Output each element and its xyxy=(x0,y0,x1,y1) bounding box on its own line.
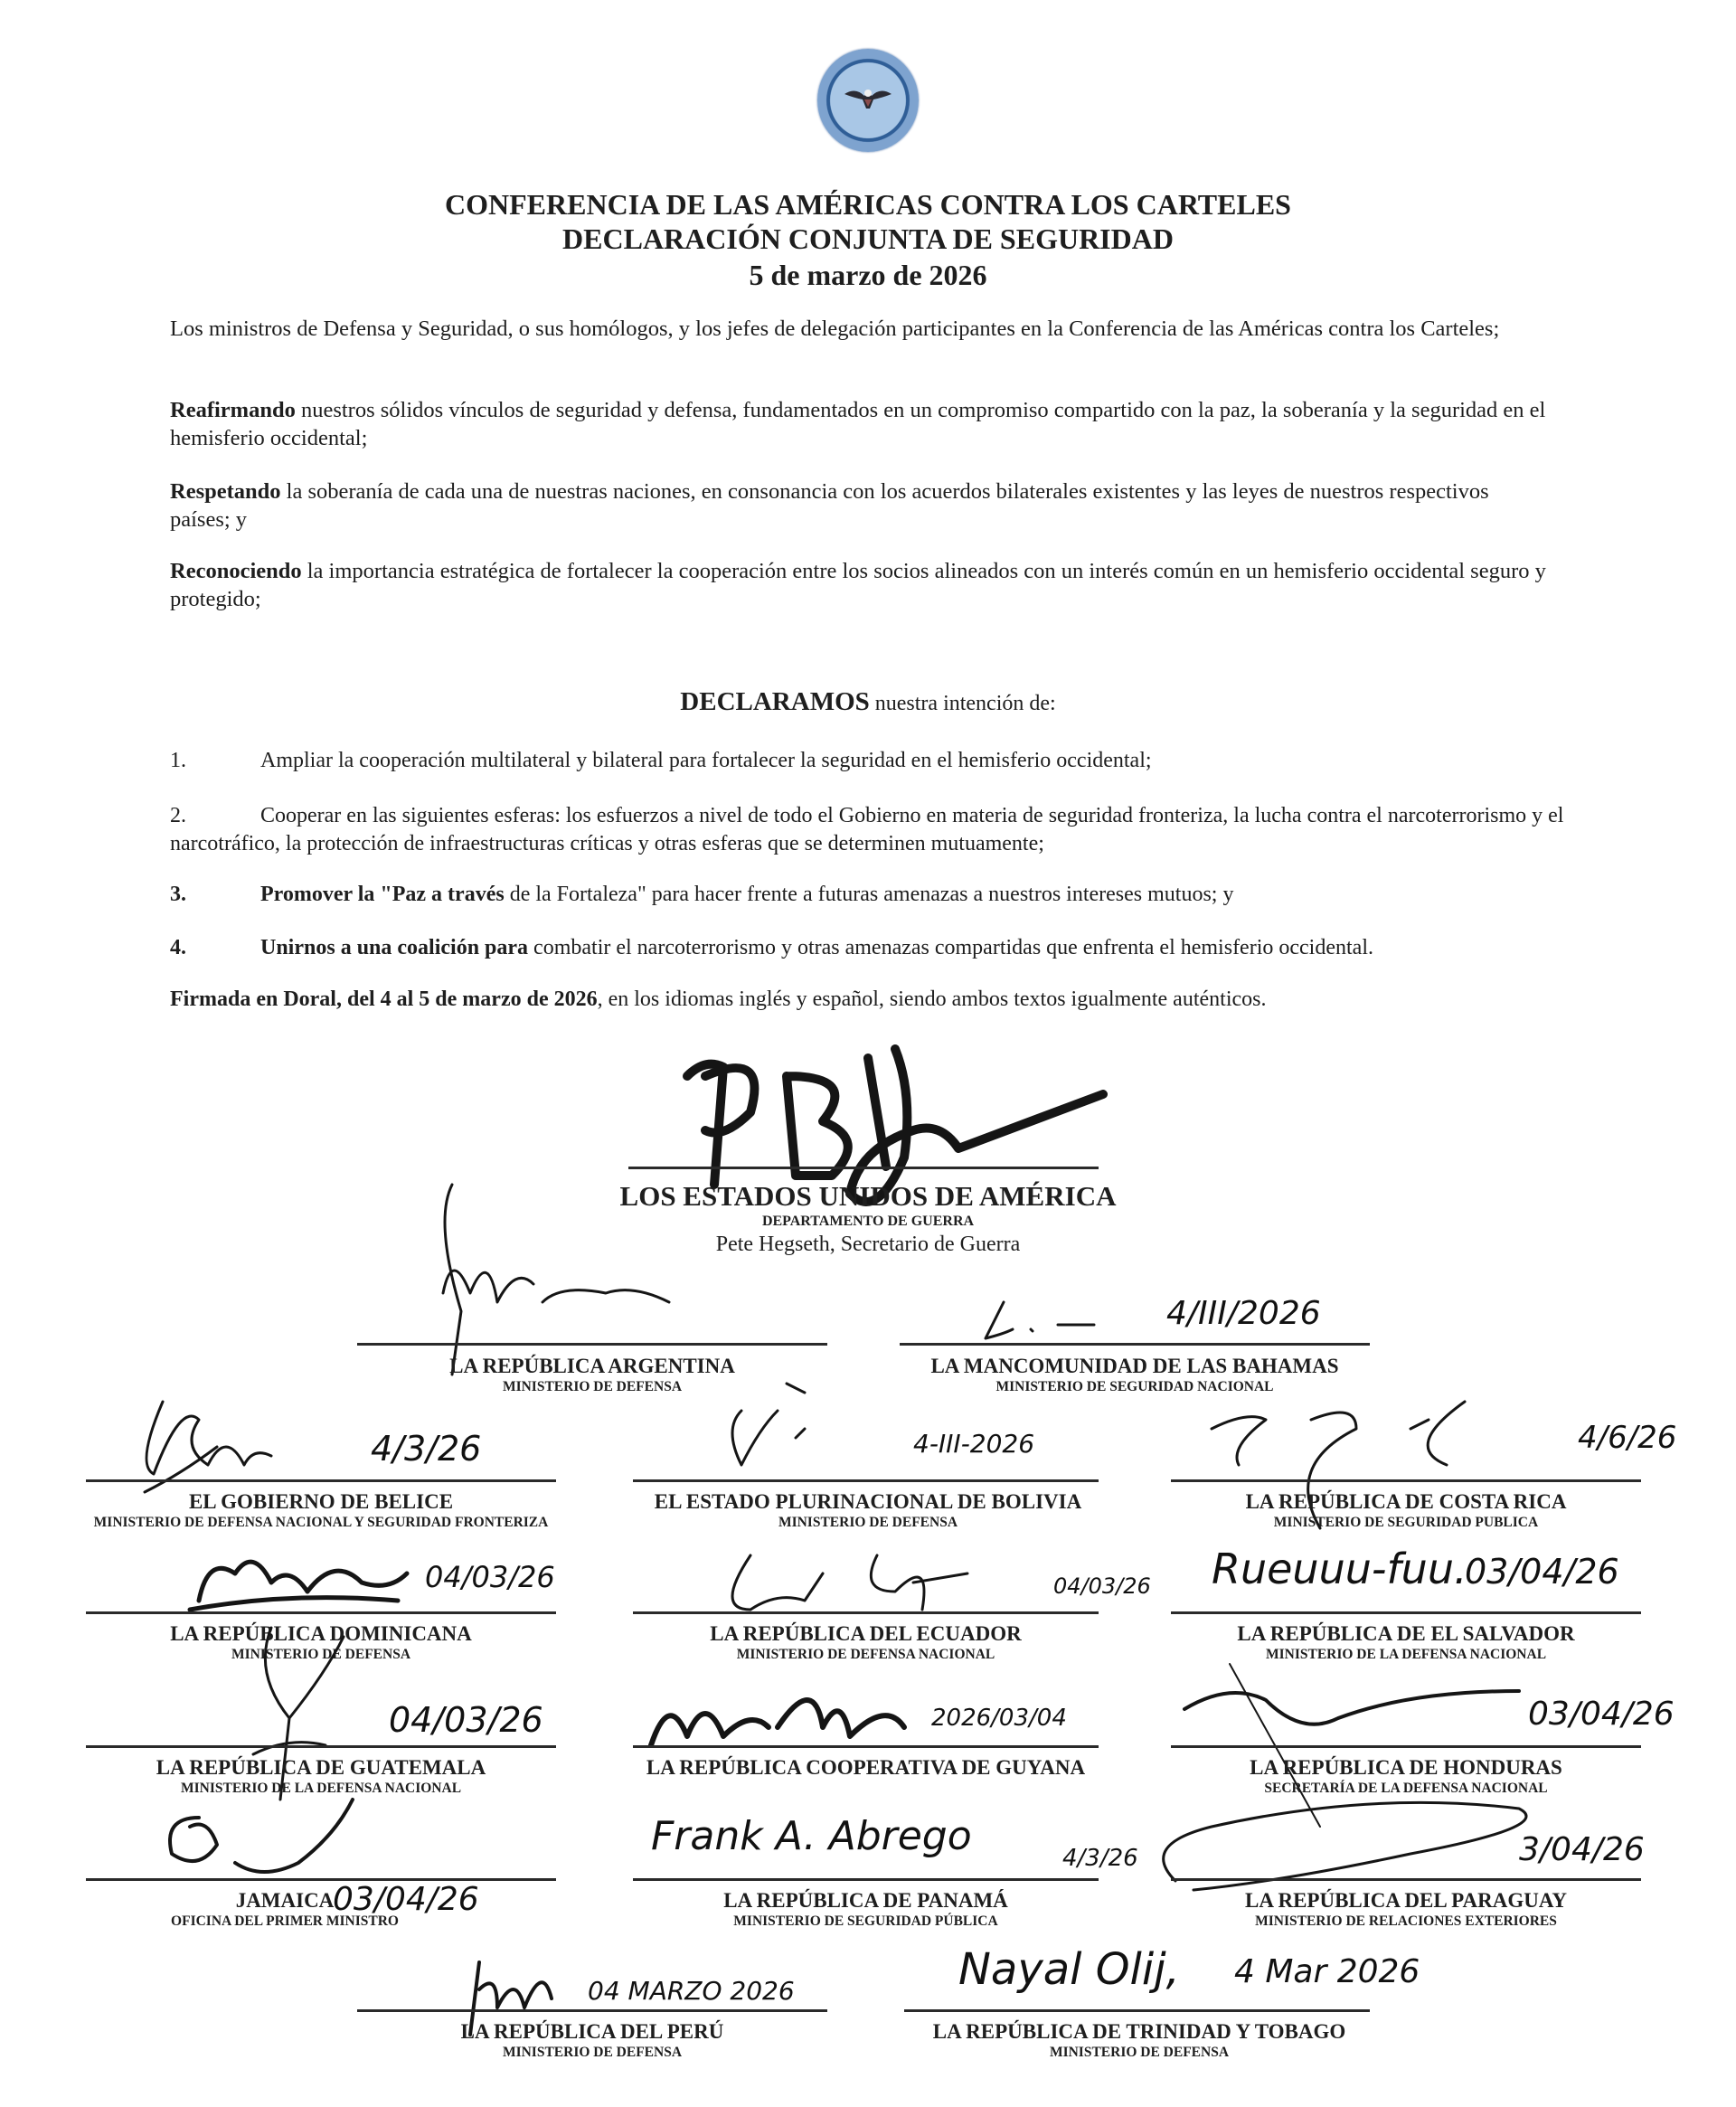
signatory-jamaica xyxy=(86,1889,484,1931)
declaration-item-4 xyxy=(170,934,1571,962)
document-title-line1: CONFERENCIA DE LAS AMÉRICAS CONTRA LOS CARTELES xyxy=(445,188,1291,221)
declaration-item-1 xyxy=(170,747,1571,775)
ministry-name: MINISTERIO DE DEFENSA NACIONAL Y SEGURIDAD FRONTERIZA xyxy=(93,1515,549,1530)
country-name: LA REPÚBLICA ARGENTINA xyxy=(449,1355,735,1377)
trinidad-signature: Nayal Olij, xyxy=(958,1944,1180,1995)
signed-lead: Firmada en Doral, del 4 al 5 de marzo de 2026 xyxy=(170,987,598,1011)
country-name: JAMAICA xyxy=(235,1889,335,1912)
signatory-ecuador xyxy=(633,1622,1099,1664)
belize-signature-line xyxy=(86,1479,556,1482)
item-number: 1. xyxy=(170,749,186,772)
country-name: LA REPÚBLICA DEL PERÚ xyxy=(460,2020,724,2043)
preamble-clause-respetando xyxy=(170,477,1553,534)
item-text: de la Fortaleza" para hacer frente a futuras amenazas a nuestros intereses mutuos; y xyxy=(504,883,1234,906)
ministry-name: MINISTERIO DE DEFENSA xyxy=(231,1647,411,1662)
clause-lead: Reconociendo xyxy=(170,559,302,583)
item-bold: Unirnos a una coalición para xyxy=(260,936,529,959)
signatory-bolivia xyxy=(588,1490,1148,1532)
country-name: LA REPÚBLICA DE COSTA RICA xyxy=(1245,1490,1567,1513)
paraguay-signature-line xyxy=(1171,1878,1641,1881)
signatory-peru xyxy=(357,2020,827,2062)
belize-signature-date: 4/3/26 xyxy=(371,1429,482,1469)
paraguay-signature-scribble xyxy=(1139,1790,1573,1899)
ministry-name: OFICINA DEL PRIMER MINISTRO xyxy=(171,1913,399,1929)
dominicana-signature-scribble xyxy=(181,1537,416,1619)
item-number: 3. xyxy=(170,883,186,906)
panama-signature: Frank A. Abrego xyxy=(651,1813,972,1859)
signatory-honduras xyxy=(1171,1756,1641,1798)
document-title-line2: DECLARACIÓN CONJUNTA DE SEGURIDAD xyxy=(562,222,1174,255)
peru-signature-line xyxy=(357,2009,827,2012)
ministry-name: MINISTERIO DE DEFENSA xyxy=(502,2045,683,2060)
honduras-signature-line xyxy=(1171,1745,1641,1748)
ecuador-signature-date: 04/03/26 xyxy=(1053,1573,1151,1599)
el-salvador-signature-date: 03/04/26 xyxy=(1465,1552,1619,1592)
peru-signature-date: 04 MARZO 2026 xyxy=(588,1976,795,2006)
item-number: 2. xyxy=(170,804,186,827)
panama-signature-date: 4/3/26 xyxy=(1062,1845,1138,1872)
dominicana-signature-line xyxy=(86,1611,556,1614)
signatory-trinidad-tobago xyxy=(868,2020,1410,2062)
ministry-name: MINISTERIO DE RELACIONES EXTERIORES xyxy=(1255,1913,1557,1929)
costa-rica-signature-line xyxy=(1171,1479,1641,1482)
ministry-name: MINISTERIO DE LA DEFENSA NACIONAL xyxy=(180,1781,462,1796)
clause-lead: Respetando xyxy=(170,479,281,504)
ministry-name: MINISTERIO DE DEFENSA xyxy=(778,1515,958,1530)
country-name: LOS ESTADOS UNIDOS DE AMÉRICA xyxy=(619,1180,1117,1212)
item-bold: Promover la "Paz a través xyxy=(260,883,505,906)
bahamas-signature-date: 4/III/2026 xyxy=(1166,1295,1321,1332)
guyana-signature-line xyxy=(633,1745,1099,1748)
ministry-name: MINISTERIO DE LA DEFENSA NACIONAL xyxy=(1265,1647,1547,1662)
el-salvador-signature-line xyxy=(1171,1611,1641,1614)
ministry-name: MINISTERIO DE DEFENSA NACIONAL xyxy=(736,1647,995,1662)
guatemala-signature-date: 04/03/26 xyxy=(389,1700,543,1740)
preamble-clause-reafirmando xyxy=(170,396,1553,452)
ministry-name: MINISTERIO DE DEFENSA xyxy=(502,1379,683,1394)
country-name: LA REPÚBLICA COOPERATIVA DE GUYANA xyxy=(646,1756,1086,1779)
preamble-intro: Los ministros de Defensa y Seguridad, o sus homólogos, y los jefes de delegación participantes en la Conferencia de las Américas contra los Carteles; xyxy=(170,317,1500,341)
country-name: LA REPÚBLICA DE TRINIDAD Y TOBAGO xyxy=(932,2020,1346,2043)
trinidad-signature-line xyxy=(904,2009,1370,2012)
declaration-item-2 xyxy=(170,802,1571,858)
bahamas-signature-line xyxy=(900,1343,1370,1346)
panama-signature-line xyxy=(633,1878,1099,1881)
bolivia-signature-line xyxy=(633,1479,1099,1482)
signatory-united-states xyxy=(506,1180,1230,1258)
jamaica-signature-line xyxy=(86,1878,556,1881)
bahamas-signature-scribble xyxy=(976,1293,1157,1347)
item-text: Ampliar la cooperación multilateral y bilateral para fortalecer la seguridad en el hemisferio occidental; xyxy=(260,749,1152,772)
country-name: LA REPÚBLICA DE PANAMÁ xyxy=(723,1889,1008,1912)
us-signature-line xyxy=(628,1167,1099,1169)
department-of-war-seal-icon xyxy=(817,49,919,152)
declaration-item-3 xyxy=(170,881,1571,909)
signatory-guatemala xyxy=(86,1756,556,1798)
clause-text: la importancia estratégica de fortalecer la cooperación entre los socios alineados con un interés común en un hemisferio occidental seguro y protegido; xyxy=(170,559,1546,611)
signatory-panama xyxy=(633,1889,1099,1931)
signer-name: Pete Hegseth, Secretario de Guerra xyxy=(715,1233,1021,1256)
bolivia-signature-date: 4-III-2026 xyxy=(913,1429,1035,1459)
item-number: 4. xyxy=(170,936,186,959)
signatory-el-salvador xyxy=(1171,1622,1641,1664)
ecuador-signature-scribble xyxy=(696,1537,1058,1628)
clause-lead: Reafirmando xyxy=(170,398,296,422)
country-name: LA REPÚBLICA DE EL SALVADOR xyxy=(1237,1622,1575,1645)
jamaica-signature-date: 03/04/26 xyxy=(333,1881,479,1918)
el-salvador-signature: Rueuuu-fuu. xyxy=(1212,1545,1467,1593)
ministry-name: MINISTERIO DE SEGURIDAD PUBLICA xyxy=(1273,1515,1539,1530)
country-name: LA REPÚBLICA DE GUATEMALA xyxy=(156,1756,486,1779)
argentina-signature-line xyxy=(357,1343,827,1346)
clause-text: la soberanía de cada una de nuestras naciones, en consonancia con los acuerdos bilaterales existentes y las leyes de nuestros respectivos países; y xyxy=(170,479,1489,532)
guyana-signature-date: 2026/03/04 xyxy=(931,1705,1067,1732)
signatory-bahamas xyxy=(863,1355,1406,1396)
country-name: EL ESTADO PLURINACIONAL DE BOLIVIA xyxy=(654,1490,1082,1513)
paraguay-signature-date: 3/04/26 xyxy=(1519,1831,1645,1868)
dominicana-signature-date: 04/03/26 xyxy=(425,1560,555,1594)
ministry-name: MINISTERIO DE DEFENSA xyxy=(1049,2045,1230,2060)
document-date: 5 de marzo de 2026 xyxy=(749,259,987,291)
country-name: LA REPÚBLICA DEL ECUADOR xyxy=(710,1622,1022,1645)
ministry-name: MINISTERIO DE SEGURIDAD PÚBLICA xyxy=(733,1913,998,1929)
signatory-argentina xyxy=(357,1355,827,1396)
preamble-clause-reconociendo xyxy=(170,557,1553,613)
country-name: LA REPÚBLICA DE HONDURAS xyxy=(1250,1756,1562,1779)
signatory-belize xyxy=(36,1490,606,1532)
signatory-guyana xyxy=(615,1756,1117,1780)
eagle-icon xyxy=(843,85,893,110)
declaration-lead: DECLARAMOS xyxy=(680,687,870,716)
jamaica-signature-scribble xyxy=(154,1800,425,1890)
signatory-paraguay xyxy=(1171,1889,1641,1931)
item-text: combatir el narcoterrorismo y otras amenazas compartidas que enfrenta el hemisferio occidental. xyxy=(528,936,1373,959)
costa-rica-signature-date: 4/6/26 xyxy=(1578,1420,1677,1456)
item-text: Cooperar en las siguientes esferas: los esfuerzos a nivel de todo el Gobierno en materia de seguridad fronteriza, la lucha contra el narcoterrorismo y el narcotráfico, la protección de infraestructuras críticas y otras esferas que se determinen mutuamente; xyxy=(170,804,1564,855)
clause-text: nuestros sólidos vínculos de seguridad y defensa, fundamentados en un compromiso compartido con la paz, la soberanía y la seguridad en el hemisferio occidental; xyxy=(170,398,1546,450)
ministry-name: MINISTERIO DE SEGURIDAD NACIONAL xyxy=(995,1379,1274,1394)
signatory-dominicana xyxy=(86,1622,556,1664)
trinidad-signature-date: 4 Mar 2026 xyxy=(1234,1953,1420,1990)
belize-signature-scribble xyxy=(127,1393,398,1492)
guyana-signature-scribble xyxy=(633,1673,958,1763)
country-name: LA MANCOMUNIDAD DE LAS BAHAMAS xyxy=(930,1355,1339,1377)
signed-statement xyxy=(170,986,1571,1014)
country-name: EL GOBIERNO DE BELICE xyxy=(188,1490,454,1513)
guatemala-signature-line xyxy=(86,1745,556,1748)
department-name: DEPARTAMENTO DE GUERRA xyxy=(761,1214,975,1229)
country-name: LA REPÚBLICA DOMINICANA xyxy=(170,1622,472,1645)
honduras-signature-date: 03/04/26 xyxy=(1528,1696,1675,1733)
declaration-rest: nuestra intención de: xyxy=(869,692,1056,715)
declaration-heading xyxy=(0,687,1736,717)
ecuador-signature-line xyxy=(633,1611,1099,1614)
country-name: LA REPÚBLICA DEL PARAGUAY xyxy=(1245,1889,1567,1912)
ministry-name: SECRETARÍA DE LA DEFENSA NACIONAL xyxy=(1264,1781,1548,1796)
signatory-costa-rica xyxy=(1144,1490,1668,1532)
signed-rest: , en los idiomas inglés y español, siendo ambos textos igualmente auténticos. xyxy=(597,987,1267,1011)
